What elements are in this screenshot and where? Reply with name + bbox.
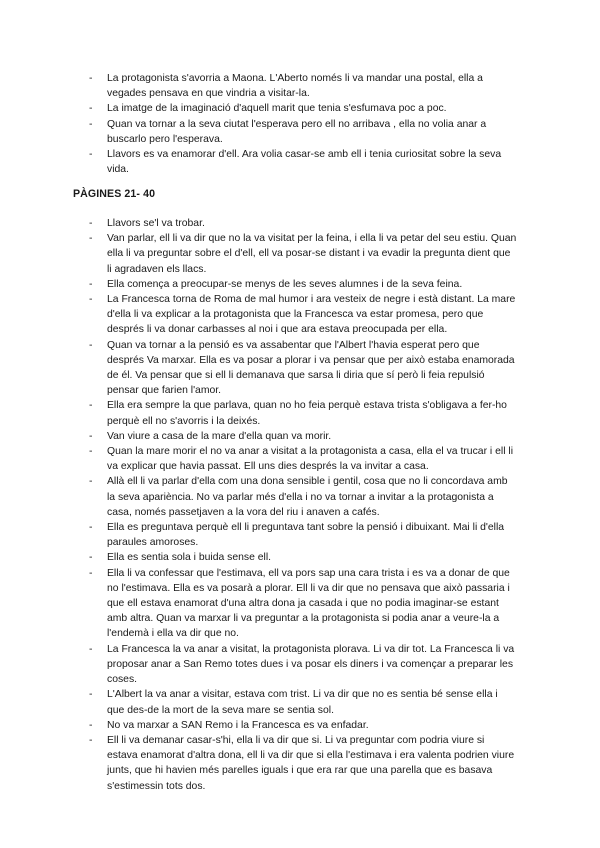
list-item: - Ella es preguntava perquè ell li preguntava tant sobre la pensió i dibuixant. Mai li d'ella paraules amoroses. [89,520,517,550]
list-item: - Ella es sentia sola i buida sense ell. [89,550,517,565]
list-item: - Ella li va confessar que l'estimava, ell va pors sap una cara trista i es va a donar de que no l'estimava. Ella es va posarà a plorar. Ell li va dir que no pensava que això passaria i que ell estava enamorat d'una altra dona ja casada i que no podia imaginar-se estant amb altra. Quan va marxar li va preguntar a la protagonista si podia anar a veure-la a l'endemà i ella va dir que no. [89,566,517,642]
list-item: - Llavors es va enamorar d'ell. Ara volia casar-se amb ell i tenia curiositat sobre la seva vida. [89,147,517,177]
list-item: - Ell li va demanar casar-s'hi, ella li va dir que si. Li va preguntar com podria viure si estava enamorat d'altra dona, ell li va dir que si ella l'estimava i era valenta podrien viure junts, que hi havien més parelles iguals i que era rar que una parella que es basava s'estimessin tots dos. [89,733,517,794]
list-item: - Allà ell li va parlar d'ella com una dona sensible i gentil, cosa que no li concordava amb la seva apariència. No va parlar més d'ella i no va tornar a invitar a la protagonista a casa, només passetjaven a la vora del riu i anaven a cafés. [89,474,517,520]
bullet-list-pages-21-40 [89,216,517,794]
list-item: - La protagonista s'avorria a Maona. L'Aberto només li va mandar una postal, ella a vegades pensava en que vindria a visitar-la. [89,71,517,101]
bullet-list-intro [89,71,517,177]
section-heading: PÀGINES 21- 40 [73,188,156,200]
list-item: - No va marxar a SAN Remo i la Francesca es va enfadar. [89,718,517,733]
list-item: - Quan va tornar a la pensió es va assabentar que l'Albert l'havia esperat pero que després Va marxar. Ella es va posar a plorar i va pensar que per això estaba enamorada de él. Va pensar que si ell li demanava que sarsa li diria que sí però li feia repulsió pensar que farien l'amor. [89,338,517,399]
list-item: - La imatge de la imaginació d'aquell marit que tenia s'esfumava poc a poc. [89,101,517,116]
list-item: - La Francesca torna de Roma de mal humor i ara vesteix de negre i està distant. La mare d'ella li va explicar a la protagonista que la Francesca va estar promesa, pero que després li va donar carbasses al noi i que ara estava preocupada per ella. [89,292,517,338]
list-item: - Quan la mare morir el no va anar a visitat a la protagonista a casa, ella el va trucar i ell li va explicar que havia passat. Ell uns dies després la va invitar a casa. [89,444,517,474]
list-item: - L'Albert la va anar a visitar, estava com trist. Li va dir que no es sentia bé sense ella i que des-de la mort de la seva mare se sentia sol. [89,687,517,717]
list-item: - Llavors se'l va trobar. [89,216,517,231]
list-item: - Van viure a casa de la mare d'ella quan va morir. [89,429,517,444]
list-item: - Ella comença a preocupar-se menys de les seves alumnes i de la seva feina. [89,277,517,292]
list-item: - Van parlar, ell li va dir que no la va visitat per la feina, i ella li va petar del seu estiu. Quan ella li va preguntar sobre el d'ell, ell va posar-se distant i va evadir la pregunta dient que li agradaven els llacs. [89,231,517,277]
list-item: - Ella era sempre la que parlava, quan no ho feia perquè estava trista s'obligava a fer-ho perquè ell no s'avorris i la deixés. [89,398,517,428]
list-item: - La Francesca la va anar a visitat, la protagonista plorava. Li va dir tot. La Francesca li va proposar anar a San Remo totes dues i va posar els diners i va començar a preparar les coses. [89,642,517,688]
list-item: - Quan va tornar a la seva ciutat l'esperava pero ell no arribava , ella no volia anar a buscarlo pero l'esperava. [89,117,517,147]
